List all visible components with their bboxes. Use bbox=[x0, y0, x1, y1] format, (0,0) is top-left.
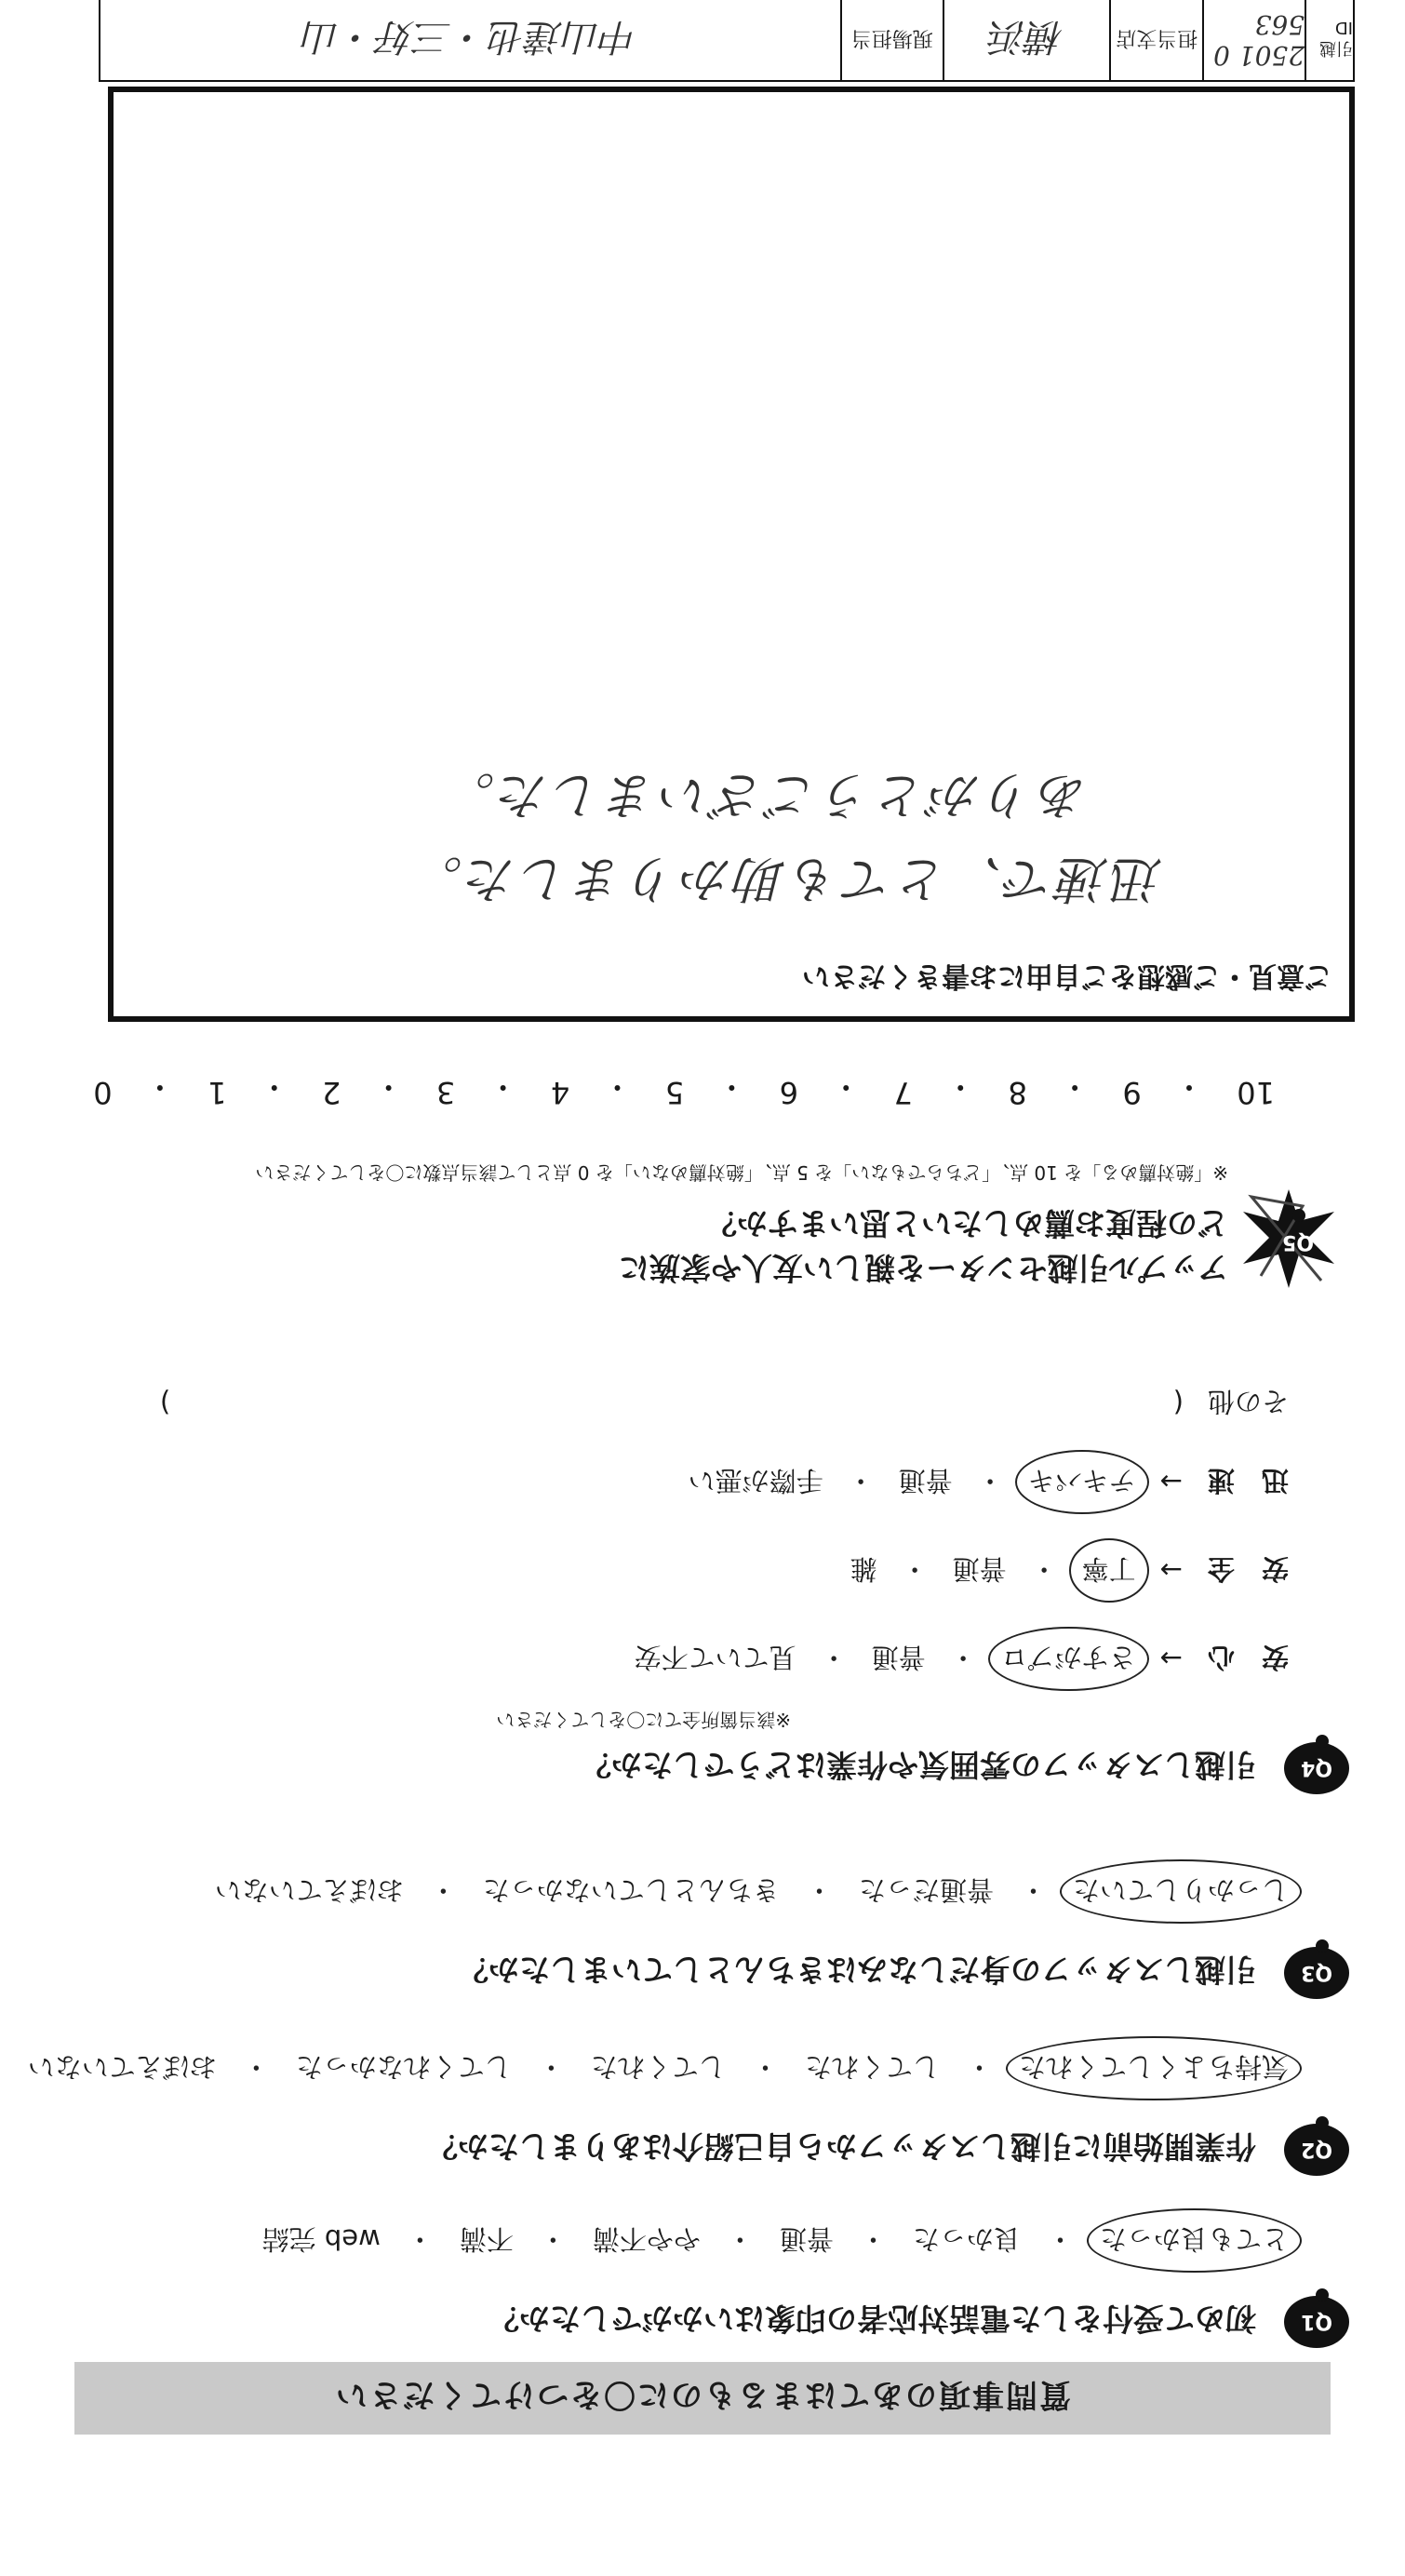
q4-text: 引越しスタッフの雰囲気や作業はどうでしたか？ bbox=[581, 1747, 1256, 1783]
score-4[interactable]: 4 bbox=[550, 1075, 570, 1110]
score-7[interactable]: 7 bbox=[893, 1075, 913, 1110]
footer-id-value: 2501 0 563 bbox=[1202, 0, 1305, 80]
q4-badge: Q4 bbox=[1284, 1742, 1349, 1794]
footer-info-table bbox=[99, 0, 1355, 82]
question-3 bbox=[47, 1859, 1349, 1999]
comment-box[interactable] bbox=[108, 87, 1355, 1022]
q4-other-label[interactable]: その他 bbox=[1207, 1386, 1289, 1417]
q3-option-1[interactable]: しっかりしていた bbox=[1073, 1872, 1289, 1911]
score-6[interactable]: 6 bbox=[779, 1075, 799, 1110]
comment-label: ご意見・ご感想をご自由にお書きください bbox=[802, 959, 1332, 992]
q5-note: ※「絶対薦める」を 10 点、「どちらでもない」を 5 点、「絶対薦めない」を 0 点として該当点数に〇をしてください bbox=[255, 1161, 1228, 1184]
score-9[interactable]: 9 bbox=[1122, 1075, 1142, 1110]
q1-option-6[interactable]: web 完結 bbox=[261, 2223, 381, 2255]
q5-badge: Q5 bbox=[1270, 1216, 1326, 1268]
q4-option[interactable]: 見ていて不安 bbox=[634, 1642, 796, 1673]
q4-row-speed: 迅 速 → テキパキ ・ 普通 ・ 手際が悪い bbox=[689, 1463, 1289, 1501]
separator: ・ bbox=[1046, 2223, 1074, 2255]
footer-id-label: 引越 ID bbox=[1305, 0, 1353, 80]
q3-option-4[interactable]: おぼえていない bbox=[214, 1874, 404, 1906]
q1-option-5[interactable]: 不満 bbox=[459, 2223, 514, 2255]
q2-option-3[interactable]: してくれた bbox=[590, 2051, 726, 2083]
q4-option[interactable]: さすがプロ bbox=[1001, 1640, 1136, 1678]
q2-option-1[interactable]: 気持ちよくしてくれた bbox=[1019, 2049, 1289, 2087]
q2-option-5[interactable]: おぼえていない bbox=[27, 2051, 217, 2083]
score-5[interactable]: 5 bbox=[664, 1075, 685, 1110]
q1-options: とても良かった ・ 良かった ・ 普通 ・ やや不満 ・ 不満 ・ web 完結 bbox=[262, 2221, 1289, 2260]
question-2 bbox=[27, 2036, 1349, 2176]
score-3[interactable]: 3 bbox=[435, 1075, 456, 1110]
instructions-header: 質問事項のあてはまるものに〇をつけてください bbox=[74, 2362, 1331, 2435]
q2-options: 気持ちよくしてくれた ・ してくれた ・ してくれた ・ してくれなかった ・ おぼえていない bbox=[0, 2049, 1289, 2087]
q4-option[interactable]: テキパキ bbox=[1028, 1463, 1136, 1501]
q1-text: 初めて受付をした電話対応者の印象はいかがでしたか？ bbox=[488, 2301, 1256, 2337]
footer-staff-label: 現場担当 bbox=[840, 0, 943, 80]
q3-text: 引越しスタッフの身だしなみはきちんとしていましたか？ bbox=[458, 1952, 1256, 1988]
q1-option-2[interactable]: 良かった bbox=[912, 2223, 1021, 2255]
question-5 bbox=[47, 1134, 1349, 1292]
score-8[interactable]: 8 bbox=[1008, 1075, 1027, 1110]
q2-badge: Q2 bbox=[1284, 2124, 1349, 2176]
score-0[interactable]: 0 bbox=[93, 1075, 113, 1110]
footer-branch-label: 担当支店 bbox=[1109, 0, 1202, 80]
q4-row-label: 安 心 bbox=[1207, 1642, 1289, 1673]
handwritten-comment-line-1: 迅速で、とても助かりました。 bbox=[408, 850, 1163, 908]
q4-option[interactable]: 雑 bbox=[850, 1553, 877, 1585]
q4-option[interactable]: 普通 bbox=[952, 1553, 1007, 1585]
q1-option-4[interactable]: やや不満 bbox=[592, 2223, 701, 2255]
question-1 bbox=[47, 2208, 1349, 2348]
q5-text-line2: どの程度お薦めしたいと思いますか？ bbox=[706, 1205, 1228, 1241]
q5-text-line1: アップル引越センターを親しい友人や家族に bbox=[618, 1250, 1228, 1286]
q4-option[interactable]: 普通 bbox=[898, 1465, 953, 1496]
footer-staff-value: 中山達也・三好・山 bbox=[302, 15, 638, 59]
score-2[interactable]: 2 bbox=[322, 1075, 341, 1110]
q4-row-other: その他 ( ) bbox=[160, 1384, 1289, 1422]
q4-row-reassurance: 安 心 → さすがプロ ・ 普通 ・ 見ていて不安 bbox=[635, 1640, 1289, 1678]
question-4 bbox=[47, 1386, 1349, 1794]
q1-option-3[interactable]: 普通 bbox=[779, 2223, 834, 2255]
score-1[interactable]: 1 bbox=[207, 1075, 227, 1110]
q4-option[interactable]: 丁寧 bbox=[1082, 1551, 1136, 1590]
q4-option[interactable]: 手際が悪い bbox=[688, 1465, 823, 1496]
footer-branch-value: 横浜 bbox=[943, 0, 1110, 80]
q2-text: 作業開始前に引越しスタッフから自己紹介はありましたか？ bbox=[427, 2128, 1256, 2165]
score-10[interactable]: 10 bbox=[1237, 1075, 1275, 1110]
handwritten-comment-line-2: ありがとうございました。 bbox=[441, 766, 1089, 825]
q4-row-label: 安 全 bbox=[1207, 1553, 1289, 1585]
q1-badge: Q1 bbox=[1284, 2296, 1349, 2348]
q1-option-1[interactable]: とても良かった bbox=[1100, 2221, 1289, 2260]
q4-option[interactable]: 普通 bbox=[871, 1642, 926, 1673]
q2-option-4[interactable]: してくれなかった bbox=[295, 2051, 512, 2083]
q3-option-2[interactable]: 普通だった bbox=[858, 1874, 994, 1906]
q2-option-2[interactable]: してくれた bbox=[804, 2051, 940, 2083]
q3-option-3[interactable]: きちんとしていなかった bbox=[482, 1874, 780, 1906]
q3-badge: Q3 bbox=[1284, 1947, 1349, 1999]
q5-score-scale: 10 ・ 9 ・ 8 ・ 7 ・ 6 ・ 5 ・ 4 ・ 3 ・ 2 ・ 1 ・ 0 bbox=[93, 1069, 1275, 1110]
q3-options: しっかりしていた ・ 普通だった ・ きちんとしていなかった ・ おぼえていない bbox=[215, 1872, 1289, 1911]
q4-row-safety: 安 全 → 丁寧 ・ 普通 ・ 雑 bbox=[850, 1551, 1289, 1590]
q4-row-label: 迅 速 bbox=[1207, 1465, 1289, 1496]
q4-note: ※該当箇所全てに〇をしてください bbox=[496, 1709, 791, 1731]
